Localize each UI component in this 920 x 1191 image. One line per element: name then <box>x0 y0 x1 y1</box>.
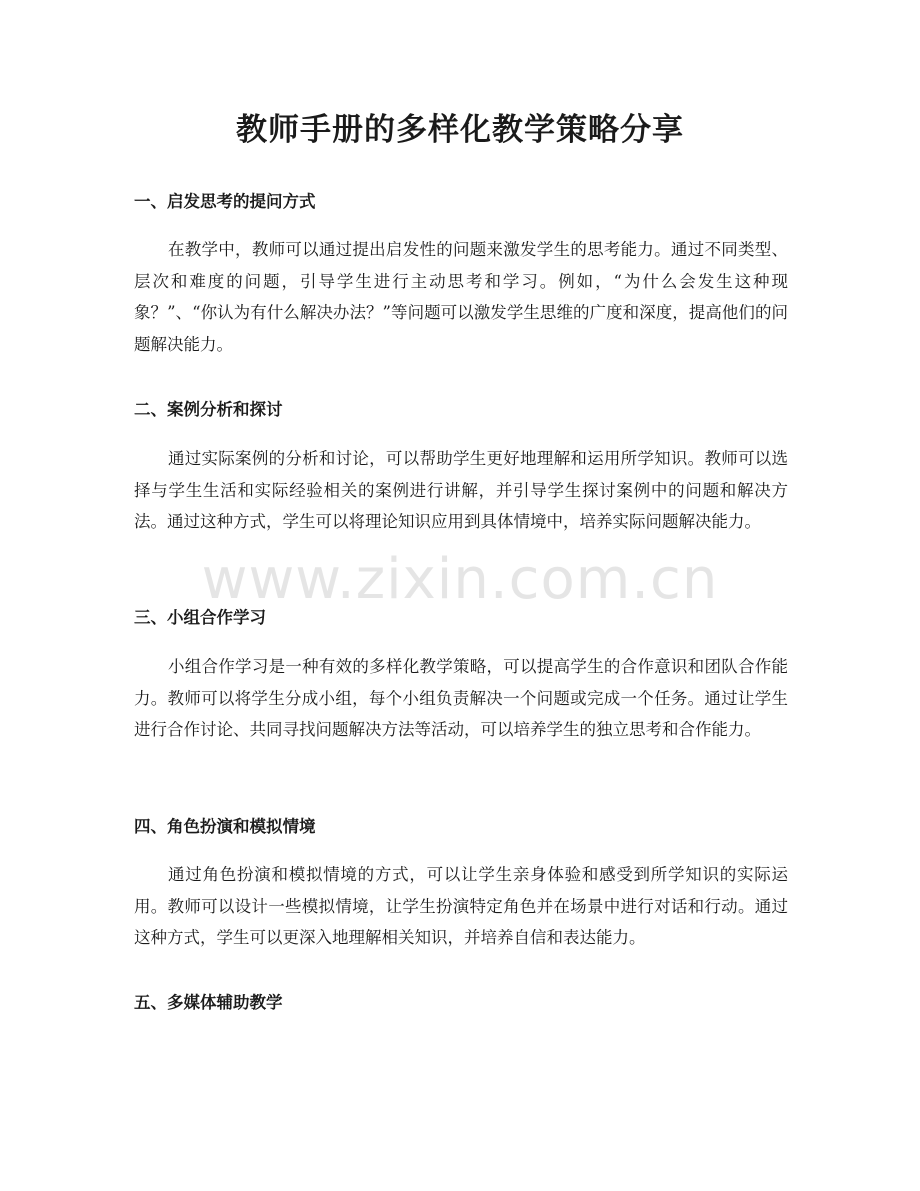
page-title: 教师手册的多样化教学策略分享 <box>236 112 684 148</box>
section-heading-5: 五、多媒体辅助教学 <box>134 993 283 1012</box>
section-paragraph-3: 小组合作学习是一种有效的多样化教学策略，可以提高学生的合作意识和团队合作能力。教师可以将学生分成小组，每个小组负责解决一个问题或完成一个任务。通过让学生进行合作讨论、共同寻找问题解决方法等活动，可以培养学生的独立思考和合作能力。 <box>134 657 788 739</box>
section-heading-1: 一、启发思考的提问方式 <box>134 192 316 211</box>
watermark: www.zixin.com.cn <box>201 547 719 612</box>
section-heading-3: 三、小组合作学习 <box>134 608 266 627</box>
section-paragraph-2: 通过实际案例的分析和讨论，可以帮助学生更好地理解和运用所学知识。教师可以选择与学生生活和实际经验相关的案例进行讲解，并引导学生探讨案例中的问题和解决方法。通过这种方式，学生可以将理论知识应用到具体情境中，培养实际问题解决能力。 <box>134 449 788 531</box>
section-heading-4: 四、角色扮演和模拟情境 <box>134 817 316 836</box>
section-paragraph-4: 通过角色扮演和模拟情境的方式，可以让学生亲身体验和感受到所学知识的实际运用。教师可以设计一些模拟情境，让学生扮演特定角色并在场景中进行对话和行动。通过这种方式，学生可以更深入地理解相关知识，并培养自信和表达能力。 <box>134 865 788 947</box>
section-paragraph-1: 在教学中，教师可以通过提出启发性的问题来激发学生的思考能力。通过不同类型、层次和难度的问题，引导学生进行主动思考和学习。例如，“为什么会发生这种现象？”、“你认为有什么解决办法？”等问题可以激发学生思维的广度和深度，提高他们的问题解决能力。 <box>134 240 788 354</box>
section-heading-2: 二、案例分析和探讨 <box>134 400 283 419</box>
